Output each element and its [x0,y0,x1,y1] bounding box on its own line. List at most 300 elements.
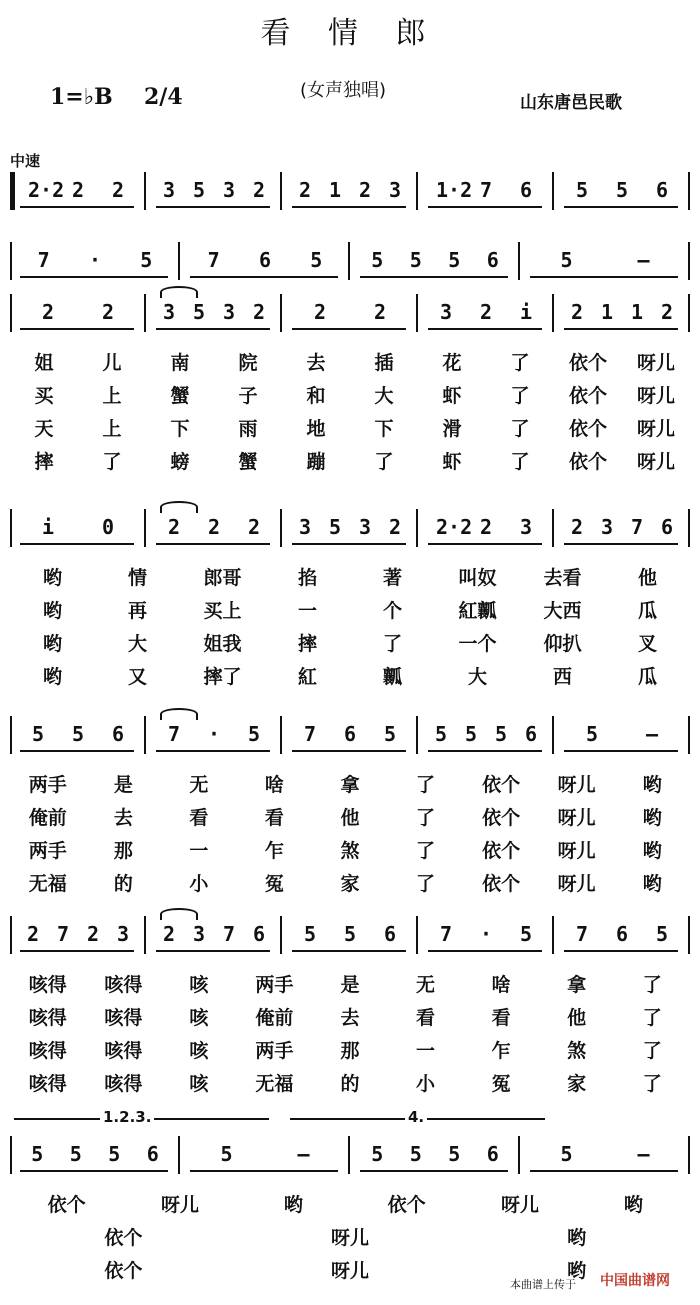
lyric-syllable: 又 [127,666,147,688]
note: 7 [207,248,220,272]
beam-line [20,543,134,545]
lyric-syllable: 瓜 [637,666,657,688]
note: 2 [247,515,261,539]
note: 7 [37,248,50,272]
beam-line [564,750,678,752]
lyric-syllable: 俺前 [28,807,67,829]
notation-row [0,1132,700,1176]
page-title: 看 情 郎 [260,16,440,51]
barline [178,242,180,280]
lyric-syllable: 家 [567,1073,587,1095]
lyric-syllable: 螃 [170,451,190,473]
site-logo: 中国曲谱网 [600,1273,670,1289]
lyric-syllable: 西 [552,666,572,688]
note: 3 [358,515,372,539]
lyric-syllable: 了 [510,352,530,374]
lyric-syllable: 咳得 [28,1040,67,1062]
beam-line [428,750,542,752]
lyric-syllable: 无福 [255,1073,294,1095]
note: 2 [660,300,674,324]
barline [552,916,554,954]
note: 5 [434,722,448,746]
lyric-syllable: 了 [642,1007,662,1029]
volta-label: 4. [405,1108,427,1126]
lyric-syllable: 瓤 [382,666,402,688]
lyric-syllable: 哟 [642,873,662,895]
lyric-syllable: 郎哥 [203,567,242,589]
lyric-syllable: 呀儿 [330,1227,369,1249]
lyric-syllable: 呀儿 [330,1260,369,1282]
lyric-syllable: 哟 [642,840,662,862]
note: 5 [448,248,461,272]
lyric-syllable: 了 [642,1073,662,1095]
beam-line [292,206,406,208]
barline [280,172,282,210]
lyric-syllable: 咳得 [28,1007,67,1029]
lyric-syllable: 了 [416,807,436,829]
slur-arc [160,708,198,720]
note: 7 [303,722,317,746]
slur-arc [160,501,198,513]
note: 6 [111,722,125,746]
lyric-syllable: 咳得 [104,1073,143,1095]
lyric-syllable: 插 [374,352,394,374]
lyric-syllable: 了 [382,633,402,655]
lyric-syllable: 依个 [482,807,521,829]
note: 6 [486,1142,499,1166]
beam-line [156,206,270,208]
lyric-syllable: 大 [467,666,487,688]
lyric-syllable: 大西 [543,600,582,622]
lyric-syllable: 的 [340,1073,360,1095]
lyric-syllable: 看 [416,1007,436,1029]
lyric-syllable: 的 [113,873,133,895]
lyric-syllable: 依个 [568,385,607,407]
lyric-syllable: 花 [442,352,462,374]
lyric-syllable: 哟 [42,633,62,655]
lyric-line [0,629,700,663]
lyric-syllable: 咳得 [104,1040,143,1062]
barline [280,716,282,754]
lyric-syllable: 那 [340,1040,360,1062]
note: 5 [494,722,508,746]
note: 2 [479,300,493,324]
note: 5 [560,248,573,272]
note: · [207,722,221,746]
note: 6 [519,178,533,202]
lyric-syllable: 下 [374,418,394,440]
lyric-syllable: 家 [340,873,360,895]
lyric-syllable: 了 [510,385,530,407]
lyric-syllable: 了 [642,974,662,996]
beam-line [292,750,406,752]
lyric-syllable: 一 [416,1040,436,1062]
note: 2 [298,178,312,202]
note: 2 [111,178,125,202]
beam-line [292,543,406,545]
slur-arc [160,286,198,298]
lyric-syllable: 依个 [104,1227,143,1249]
lyric-syllable: 咳 [189,1073,209,1095]
note: 2 [313,300,327,324]
lyric-syllable: 天 [34,418,54,440]
lyric-syllable: 哟 [42,567,62,589]
lyric-syllable: 咳得 [104,974,143,996]
note: 3 [162,300,176,324]
beam-line [360,276,508,278]
note: 5 [343,922,357,946]
note: 6 [615,922,629,946]
lyric-syllable: 无福 [28,873,67,895]
lyric-line [0,1003,700,1037]
lyric-syllable: 哟 [642,774,662,796]
note: 6 [486,248,499,272]
lyric-syllable: 了 [510,418,530,440]
note: 3 [192,922,206,946]
lyric-syllable: 蟹 [170,385,190,407]
barline [280,916,282,954]
note: 1 [600,300,614,324]
notation-row [0,505,700,549]
lyric-line [0,869,700,903]
note: 5 [448,1142,461,1166]
lyric-syllable: 两手 [28,840,67,862]
lyric-syllable: 叉 [637,633,657,655]
lyric-syllable: 哟 [567,1260,587,1282]
barline [10,716,12,754]
note: 5 [192,178,206,202]
note: 3 [519,515,533,539]
note: 5 [71,722,85,746]
lyric-syllable: 去看 [543,567,582,589]
beam-line [428,543,542,545]
note: 5 [303,922,317,946]
lyric-syllable: 呀儿 [557,873,596,895]
beam-line [564,950,678,952]
beam-line [156,543,270,545]
barline [10,916,12,954]
lyric-syllable: 依个 [482,873,521,895]
lyric-syllable: 雨 [238,418,258,440]
note: 2 [101,300,115,324]
lyric-syllable: 他 [637,567,657,589]
beam-line [292,950,406,952]
barline [144,916,146,954]
barline [688,716,690,754]
lyric-line [0,447,700,481]
lyric-syllable: 是 [113,774,133,796]
beam-line [190,276,338,278]
lyric-syllable: 再 [127,600,147,622]
note: 5 [371,248,384,272]
note: 5 [328,515,342,539]
beam-line [156,328,270,330]
lyric-syllable: 啥 [491,974,511,996]
note: 7 [630,515,644,539]
lyric-syllable: 咳 [189,974,209,996]
barline [688,1136,690,1174]
barline [688,242,690,280]
note: 5 [519,922,533,946]
barline [552,509,554,547]
lyric-syllable: 依个 [104,1260,143,1282]
lyric-syllable: 哟 [623,1194,643,1216]
note: 2 [162,922,176,946]
note: 2 [570,515,584,539]
lyric-line [0,970,700,1004]
note: 7 [56,922,70,946]
beam-line [564,328,678,330]
lyric-syllable: 上 [102,385,122,407]
lyric-syllable: 依个 [482,774,521,796]
lyric-syllable: 两手 [255,974,294,996]
beam-line [20,276,168,278]
lyric-syllable: 哟 [42,600,62,622]
lyric-syllable: 了 [102,451,122,473]
barline [416,172,418,210]
lyric-syllable: 无 [189,774,209,796]
lyric-syllable: 看 [491,1007,511,1029]
lyric-syllable: 紅瓤 [458,600,497,622]
beam-line [190,1170,338,1172]
beam-line [20,328,134,330]
barline [688,916,690,954]
subtitle: (女声独唱) [300,80,387,101]
note: — [637,248,650,272]
note: 5 [31,722,45,746]
key-signature: 1=♭B [50,84,113,110]
beam-line [156,750,270,752]
lyric-syllable: 小 [416,1073,436,1095]
barline [552,172,554,210]
beam-line [428,206,542,208]
note: 5 [371,1142,384,1166]
lyric-syllable: 依个 [568,418,607,440]
lyric-syllable: 呀儿 [557,807,596,829]
lyric-syllable: 乍 [264,840,284,862]
note: 3 [162,178,176,202]
lyric-syllable: 仰扒 [543,633,582,655]
note: 6 [252,922,266,946]
note: 2 [86,922,100,946]
lyric-syllable: 虾 [442,385,462,407]
barline [10,509,12,547]
lyric-syllable: 呀儿 [636,418,675,440]
barline [518,242,520,280]
lyric-syllable: 姐 [34,352,54,374]
note: 2 [252,300,266,324]
note: 5 [383,722,397,746]
note: 6 [258,248,272,272]
note: 5 [310,248,323,272]
lyric-line [0,836,700,870]
note: 3 [439,300,453,324]
note: 5 [575,178,589,202]
slur-arc [160,908,198,920]
note: 2 [373,300,387,324]
barline [10,242,12,280]
note: 0 [101,515,115,539]
lyric-syllable: 蟹 [238,451,258,473]
lyric-line [0,596,700,630]
lyric-syllable: 无 [416,974,436,996]
lyric-syllable: 哟 [567,1227,587,1249]
note: — [637,1142,650,1166]
lyric-syllable: 地 [306,418,326,440]
footer-text: 本曲谱上传于 [510,1278,576,1291]
lyric-syllable: 大 [374,385,394,407]
barline [688,294,690,332]
lyric-syllable: 了 [416,840,436,862]
lyric-syllable: 拿 [340,774,360,796]
barline [348,242,350,280]
lyric-syllable: 院 [238,352,258,374]
lyric-syllable: 依个 [47,1194,86,1216]
barline [416,509,418,547]
note: 5 [464,722,478,746]
lyric-syllable: 呀儿 [636,385,675,407]
note: 1 [630,300,644,324]
lyric-syllable: 依个 [568,352,607,374]
note: i [519,300,533,324]
note: 7 [439,922,453,946]
note: 2 [71,178,85,202]
lyric-syllable: 哟 [283,1194,303,1216]
note: 2 [252,178,266,202]
lyric-syllable: 两手 [255,1040,294,1062]
lyric-syllable: 一个 [458,633,497,655]
lyric-syllable: 去 [113,807,133,829]
note: — [297,1142,310,1166]
barline [552,716,554,754]
notation-row [0,712,700,756]
lyric-syllable: 咳 [189,1040,209,1062]
lyric-syllable: 子 [238,385,258,407]
lyric-syllable: 乍 [491,1040,511,1062]
note: 5 [69,1142,82,1166]
lyric-syllable: 小 [189,873,209,895]
credit: 山东唐邑民歌 [520,93,622,113]
notation-row [0,238,700,282]
lyric-syllable: 个 [382,600,402,622]
note: 5 [560,1142,573,1166]
note: 5 [409,248,422,272]
barline [10,1136,12,1174]
note: 6 [524,722,538,746]
note: 6 [343,722,357,746]
lyric-syllable: 掐 [297,567,317,589]
barline [10,294,12,332]
note: 6 [655,178,669,202]
lyric-syllable: 冤 [264,873,284,895]
barline [280,509,282,547]
lyric-syllable: 了 [416,774,436,796]
note: 2 [570,300,584,324]
note: 5 [247,722,261,746]
lyric-syllable: 上 [102,418,122,440]
lyric-syllable: 拿 [567,974,587,996]
note: · [88,248,102,272]
lyric-syllable: 摔 [297,633,317,655]
lyric-line [0,803,700,837]
lyric-line [0,1036,700,1070]
note: 5 [220,1142,233,1166]
lyric-syllable: 那 [113,840,133,862]
beam-line [564,206,678,208]
lyric-syllable: 啥 [264,774,284,796]
lyric-line [0,662,700,696]
beam-line [20,206,134,208]
lyric-syllable: 一 [189,840,209,862]
note: 2 [358,178,372,202]
barline [178,1136,180,1174]
note: 2·2 [28,178,65,202]
lyric-syllable: 呀儿 [160,1194,199,1216]
lyric-line [0,563,700,597]
lyric-syllable: 呀儿 [636,352,675,374]
volta-label: 1.2.3. [100,1108,154,1126]
lyric-line [0,1190,700,1224]
lyric-line [0,1069,700,1103]
lyric-syllable: 哟 [642,807,662,829]
note: 2 [41,300,55,324]
note: 5 [108,1142,121,1166]
note: 5 [192,300,206,324]
note: 3 [222,178,236,202]
lyric-line [0,1256,700,1290]
lyric-syllable: 看 [189,807,209,829]
note: 6 [146,1142,159,1166]
notation-row [0,290,700,334]
lyric-syllable: 了 [510,451,530,473]
lyric-line [0,1223,700,1257]
lyric-syllable: 叫奴 [458,567,497,589]
beam-line [20,950,134,952]
lyric-syllable: 咳得 [28,1073,67,1095]
lyric-syllable: 呀儿 [636,451,675,473]
lyric-syllable: 呀儿 [557,840,596,862]
beam-line [360,1170,508,1172]
lyric-syllable: 呀儿 [557,774,596,796]
note: 5 [31,1142,44,1166]
lyric-line [0,348,700,382]
lyric-syllable: 摔了 [203,666,242,688]
lyric-syllable: 煞 [340,840,360,862]
tempo-mark: 中速 [10,152,41,170]
lyric-syllable: 依个 [387,1194,426,1216]
beam-line [530,1170,678,1172]
note: 3 [222,300,236,324]
note: 2 [207,515,221,539]
barline [688,172,690,210]
lyric-syllable: 了 [374,451,394,473]
lyric-syllable: 煞 [567,1040,587,1062]
lyric-line [0,414,700,448]
barline [144,509,146,547]
lyric-syllable: 依个 [482,840,521,862]
barline [144,172,146,210]
lyric-syllable: 摔 [34,451,54,473]
lyric-line [0,381,700,415]
note: · [479,922,493,946]
note: 7 [222,922,236,946]
note: 2 [388,515,402,539]
beam-line [564,543,678,545]
lyric-syllable: 了 [642,1040,662,1062]
note: 3 [600,515,614,539]
lyric-syllable: 去 [340,1007,360,1029]
note: 1 [328,178,342,202]
